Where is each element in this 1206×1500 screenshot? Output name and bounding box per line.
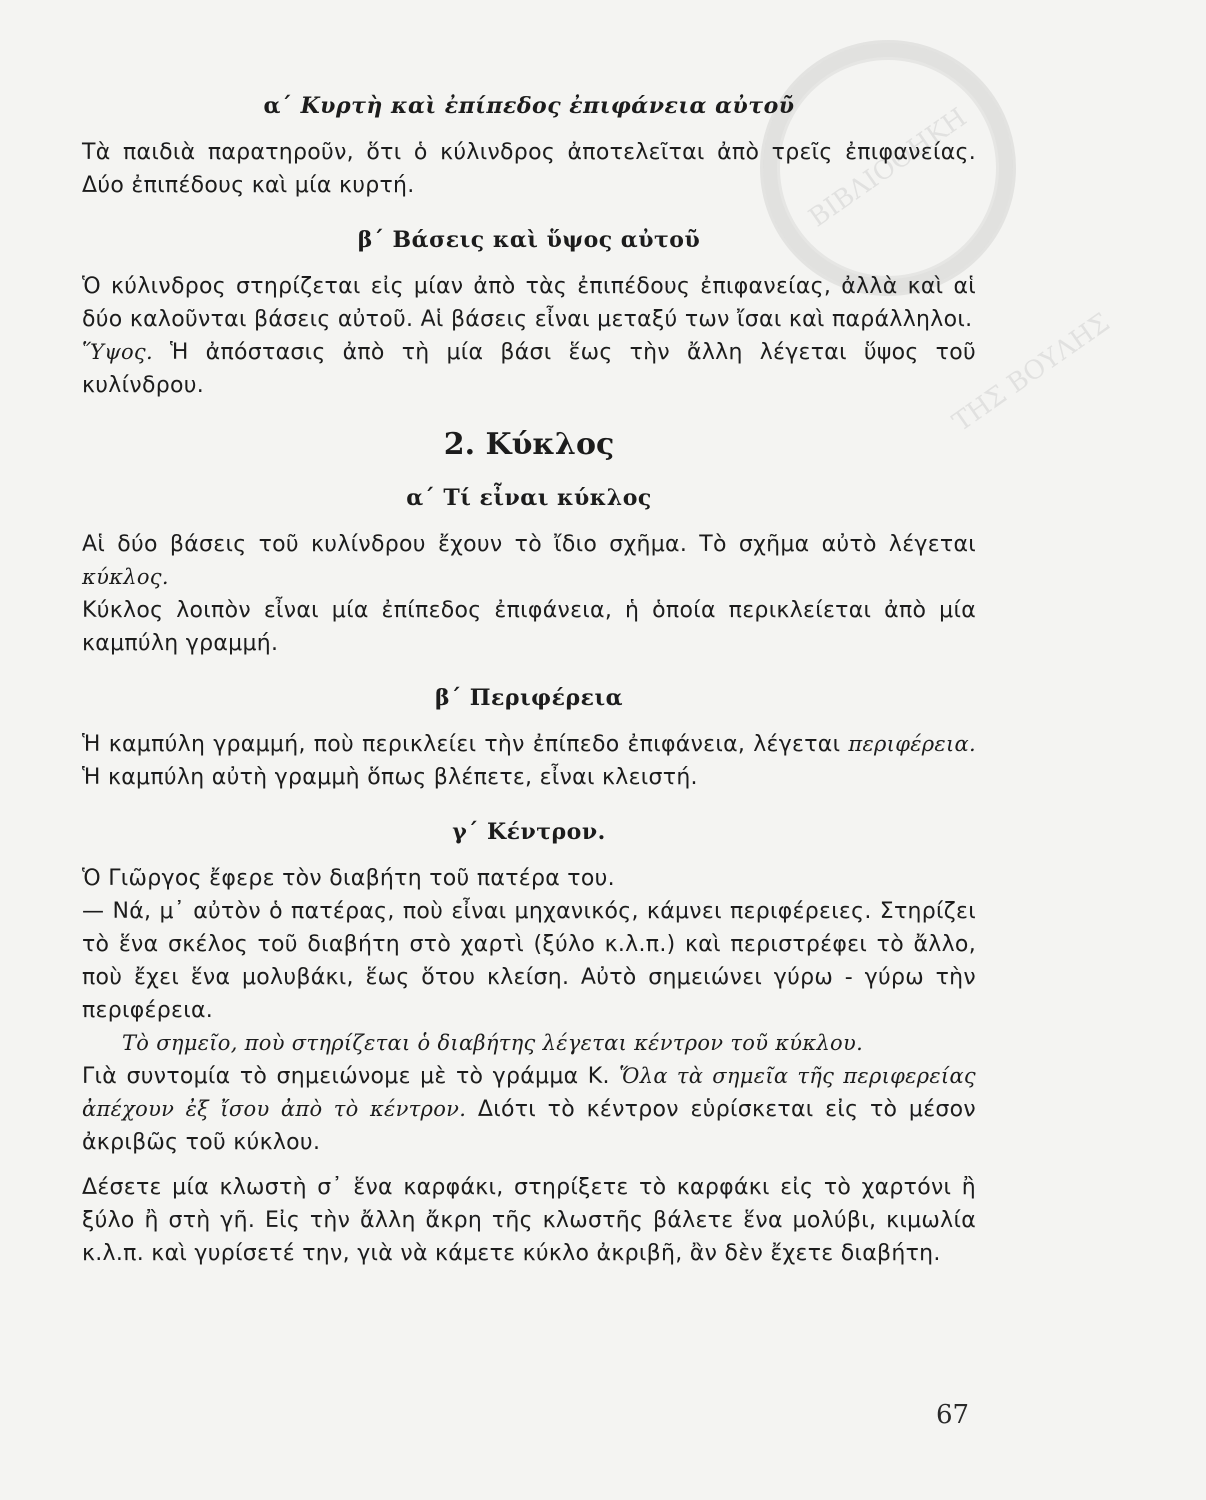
heading-center	[82, 814, 976, 850]
term-circle: κύκλος.	[82, 565, 169, 589]
paragraph-center-symbol-after: Διότι τὸ κέντρον εὑρίσκεται εἰς τὸ μέσον ἀκριβῶς τοῦ κύκλου.	[82, 1097, 976, 1155]
heading-text: Κυρτὴ καὶ ἐπίπεδος ἐπιφάνεια αὐτοῦ	[300, 93, 795, 119]
page-content	[82, 88, 976, 1270]
paragraph-circumference	[82, 728, 976, 794]
heading-text: Περιφέρεια	[469, 685, 624, 711]
paragraph-circle-shape	[82, 528, 976, 594]
paragraph-circle-definition: Κύκλος λοιπὸν εἶναι μία ἐπίπεδος ἐπιφάνεια, ἡ ὁποία περικλείεται ἀπὸ μία καμπύλη γραμμή.	[82, 598, 976, 656]
heading-circumference	[82, 680, 976, 716]
paragraph-string-exercise: Δέσετε μία κλωστὴ σ᾿ ἕνα καρφάκι, στηρίξετε τὸ καρφάκι εἰς τὸ χαρτόνι ἢ ξύλο ἢ στὴ γῆ. Εἰς τὴν ἄλλη ἄκρη τῆς κλωστῆς βάλετε ἕνα μολύβι, κιμωλία κ.λ.π. καὶ γυρίσετέ την, γιὰ νὰ κάμετε κύκλο ἀκριβῆ, ἂν δὲν ἔχετε διαβήτη.	[82, 1175, 976, 1266]
heading-bases-height	[82, 222, 976, 258]
library-stamp-text: ΒΙΒΛΙΟΘΗΚΗ ΤΗΣ ΒΟΥΛΗΣ	[803, 102, 1116, 438]
paragraph-compass-intro: Ὁ Γιῶργος ἔφερε τὸν διαβήτη τοῦ πατέρα του.	[82, 866, 615, 891]
paragraph-surfaces: Τὰ παιδιὰ παρατηροῦν, ὅτι ὁ κύλινδρος ἀποτελεῖται ἀπὸ τρεῖς ἐπιφανείας. Δύο ἐπιπέδους καὶ μία κυρτή.	[82, 140, 976, 198]
heading-prefix: β΄	[434, 685, 462, 711]
paragraph-compass-use: — Νά, μ᾿ αὐτὸν ὁ πατέρας, ποὺ εἶναι μηχανικός, κάμνει περιφέρειες. Στηρίζει τὸ ἕνα σκέλος τοῦ διαβήτη στὸ χαρτὶ (ξύλο κ.λ.π.) καὶ περιστρέφει τὸ ἄλλο, ποὺ ἔχει ἕνα μολυβάκι, ἕως ὅτου κλείση. Αὐτὸ σημειώνει γύρω - γύρω τὴν περιφέρεια.	[82, 899, 976, 1023]
chapter-title: 2. Κύκλος	[443, 427, 615, 462]
paragraph-circumference-after: Ἡ καμπύλη αὐτὴ γραμμὴ ὅπως βλέπετε, εἶναι κλειστή.	[82, 765, 698, 790]
heading-text: Κέντρον.	[486, 819, 606, 845]
paragraph-center-definition: Τὸ σημεῖο, ποὺ στηρίζεται ὁ διαβήτης λέγεται κέντρον τοῦ κύκλου.	[122, 1031, 864, 1055]
heading-prefix: γ΄	[452, 819, 479, 845]
paragraph-circumference-text: Ἡ καμπύλη γραμμή, ποὺ περικλείει τὴν ἐπίπεδο ἐπιφάνεια, λέγεται	[82, 732, 849, 757]
paragraph-center-symbol	[82, 1060, 976, 1159]
paragraph-circle-shape-text: Αἱ δύο βάσεις τοῦ κυλίνδρου ἔχουν τὸ ἴδιο σχῆμα. Τὸ σχῆμα αὐτὸ λέγεται	[82, 532, 976, 557]
term-circumference: περιφέρεια.	[848, 732, 976, 756]
paragraph-height	[82, 336, 976, 402]
paragraph-bases: Ὁ κύλινδρος στηρίζεται εἰς μίαν ἀπὸ τὰς ἐπιπέδους ἐπιφανείας, ἀλλὰ καὶ αἱ δύο καλοῦνται βάσεις αὐτοῦ. Αἱ βάσεις εἶναι μεταξύ των ἴσαι καὶ παράλληλοι.	[82, 274, 976, 332]
term-height: Ὕψος.	[82, 340, 153, 364]
heading-what-is-circle	[82, 480, 976, 516]
page-number: 67	[936, 1400, 970, 1430]
term-equidistant: Ὅλα τὰ σημεῖα τῆς περιφερείας ἀπέχουν ἐξ ἴσου ἀπὸ τὸ κέντρον.	[82, 1064, 976, 1121]
heading-prefix: α΄	[263, 93, 293, 119]
heading-curved-flat-surface	[82, 88, 976, 124]
heading-prefix: α΄	[406, 485, 436, 511]
heading-prefix: β΄	[357, 227, 385, 253]
heading-text: Βάσεις καὶ ὕψος αὐτοῦ	[392, 227, 701, 253]
paragraph-center-symbol-text: Γιὰ συντομία τὸ σημειώνομε μὲ τὸ γράμμα Κ.	[82, 1064, 620, 1089]
paragraph-height-text: Ἡ ἀπόστασις ἀπὸ τὴ μία βάσι ἕως τὴν ἄλλη λέγεται ὕψος τοῦ κυλίνδρου.	[82, 340, 976, 398]
heading-text: Τί εἶναι κύκλος	[443, 485, 652, 511]
